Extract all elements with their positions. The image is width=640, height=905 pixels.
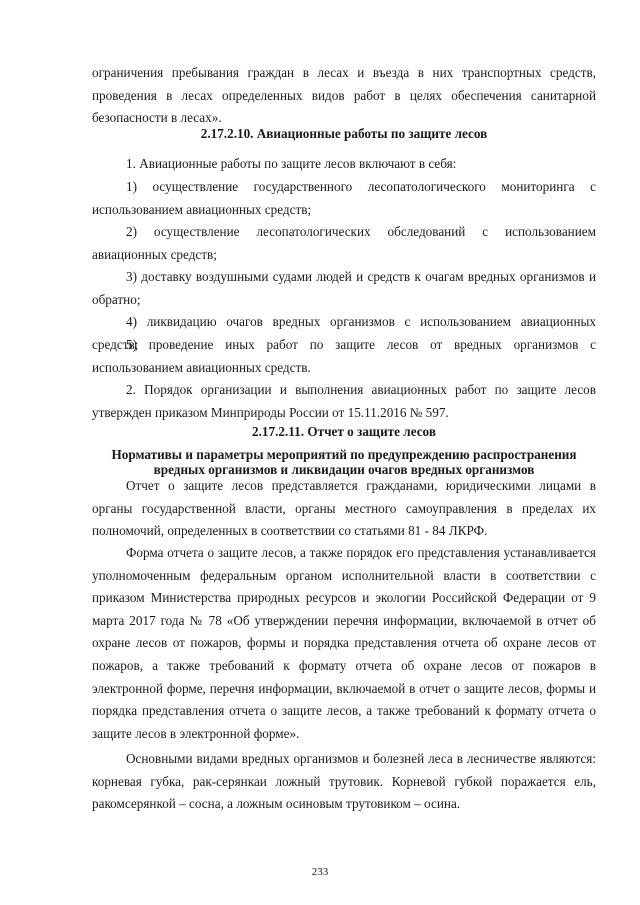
paragraph-report: Отчет о защите лесов представляется гражданами, юридическими лицами в органы государственной власти, органы местного самоуправления в пределах их полномочий, определенных в соответствии со статьями 81 - 84 ЛКРФ.: [92, 478, 596, 539]
section-heading-2-17-2-11: 2.17.2.11. Отчет о защите лесов: [252, 424, 436, 439]
section-heading-2-17-2-10: 2.17.2.10. Авиационные работы по защите лесов: [200, 126, 488, 141]
paragraph-item-3: 3) доставку воздушными судами людей и средств к очагам вредных организмов и обратно;: [92, 269, 596, 307]
paragraph-item-1: 1) осуществление государственного лесопатологического мониторинга с использованием авиационных средств;: [92, 179, 596, 217]
paragraph-item-2: 2) осуществление лесопатологических обследований с использованием авиационных средств;: [92, 224, 596, 262]
page-number: 233: [311, 866, 329, 878]
paragraph-form: Форма отчета о защите лесов, а также порядок его представления устанавливается уполномоченным федеральным органом исполнительной власти в соответствии с приказом Министерства природных ресурсов и экологии Российской Федерации от 9 марта 2017 года № 78 «Об утверждении перечня информации, включаемой в отчет об охране лесов от пожаров, формы и порядка представления отчета об охране лесов от пожаров, а также требований к формату отчета об охране лесов от пожаров в электронной форме, перечня информации, включаемой в отчет о защите лесов, формы и порядка представления отчета о защите лесов, а также требований к формату отчета о защите лесов в электронной форме».: [92, 545, 596, 741]
paragraph-continuation: ограничения пребывания граждан в лесах и въезда в них транспортных средств, проведения в лесах определенных видов работ в целях обеспечения санитарной безопасности в лесах».: [92, 65, 596, 126]
paragraph-organisms: Основными видами вредных организмов и болезней леса в лесничестве являются: корневая губка, рак-серянкаи ложный трутовик. Корневой губкой поражается ель, ракомсерянкой – сосна, а ложным осиновым трутовиком – осина.: [92, 751, 596, 812]
paragraph-item-intro: 1. Авиационные работы по защите лесов включают в себя:: [126, 156, 457, 171]
paragraph-order: 2. Порядок организации и выполнения авиационных работ по защите лесов утвержден приказом Минприроды России от 15.11.2016 № 597.: [92, 382, 596, 420]
paragraph-item-5: 5) проведение иных работ по защите лесов от вредных организмов с использованием авиационных средств.: [92, 337, 596, 375]
paragraph-item-4: 4) ликвидацию очагов вредных организмов с использованием авиационных средств;: [92, 314, 596, 352]
subheading-normatives: Нормативы и параметры мероприятий по предупреждению распространения вредных организмов и ликвидации очагов вредных организмов: [111, 447, 577, 477]
